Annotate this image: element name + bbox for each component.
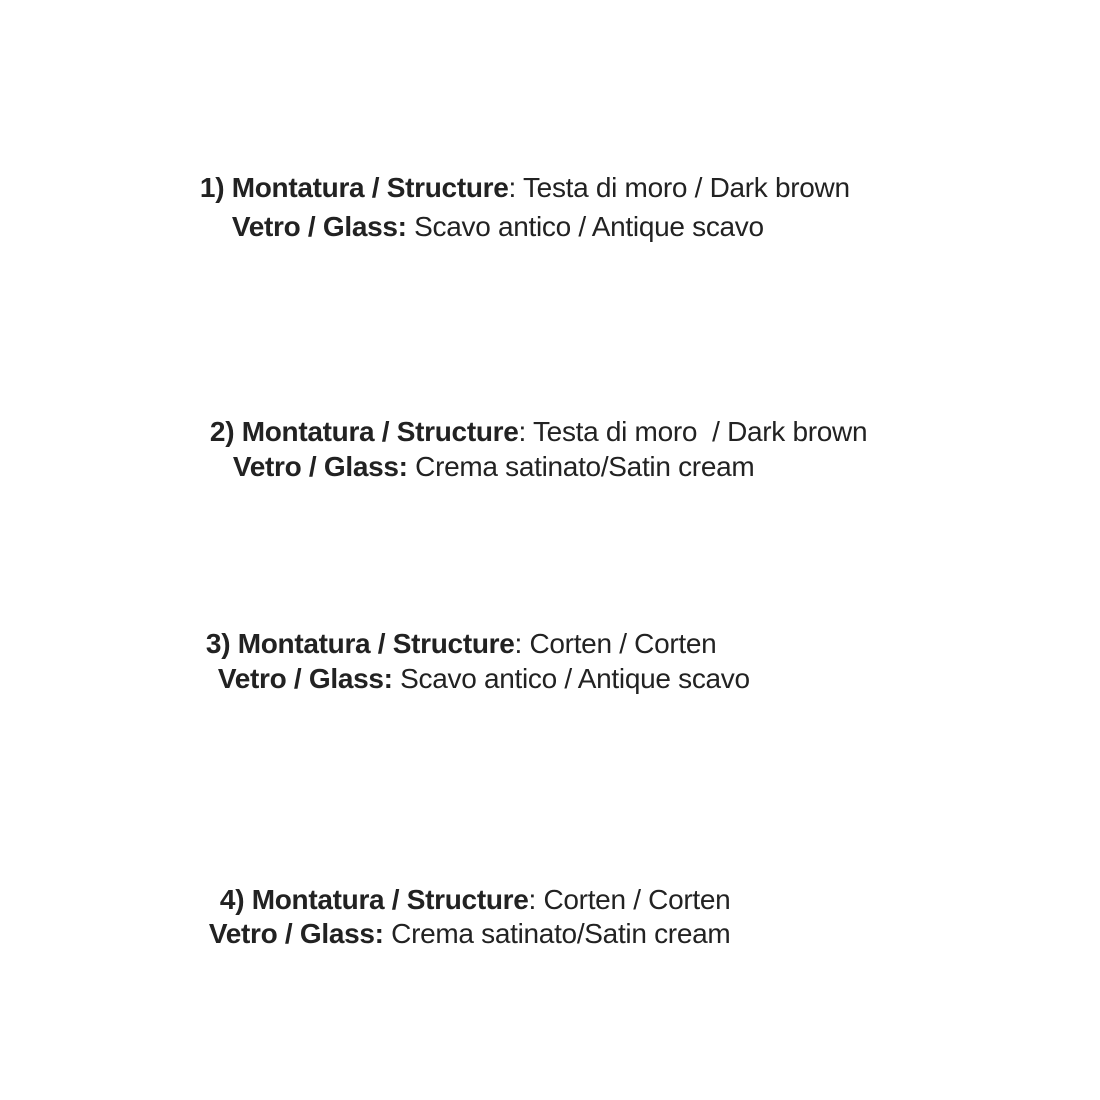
entry-3-glass-label: Vetro / Glass: (217, 663, 393, 694)
entry-4-structure-value: : Corten / Corten (528, 884, 731, 915)
entry-2-structure-value: : Testa di moro / Dark brown (518, 416, 868, 447)
entry-4-glass-value: Crema satinato/Satin cream (383, 918, 731, 949)
entry-1-structure-label: 1) Montatura / Structure (199, 172, 509, 203)
entry-3-structure-value: : Corten / Corten (514, 628, 717, 659)
entry-3-structure-label: 3) Montatura / Structure (205, 628, 515, 659)
entry-1-glass-line (202, 176, 764, 278)
entry-4-structure-label: 4) Montatura / Structure (219, 884, 529, 915)
entry-2-glass-value: Crema satinato/Satin cream (407, 451, 755, 482)
entry-1-structure-value: : Testa di moro / Dark brown (508, 172, 850, 203)
entry-4-glass-line (179, 883, 730, 985)
entry-3-glass-value: Scavo antico / Antique scavo (392, 663, 750, 694)
entry-2-glass-line (203, 416, 754, 518)
entry-2-structure-label: 2) Montatura / Structure (209, 416, 519, 447)
entry-1-glass-value: Scavo antico / Antique scavo (406, 211, 764, 242)
entry-1-glass-label: Vetro / Glass: (231, 211, 407, 242)
entry-4-glass-label: Vetro / Glass: (208, 918, 384, 949)
entry-2-glass-label: Vetro / Glass: (232, 451, 408, 482)
entry-3-glass-line (188, 628, 750, 730)
